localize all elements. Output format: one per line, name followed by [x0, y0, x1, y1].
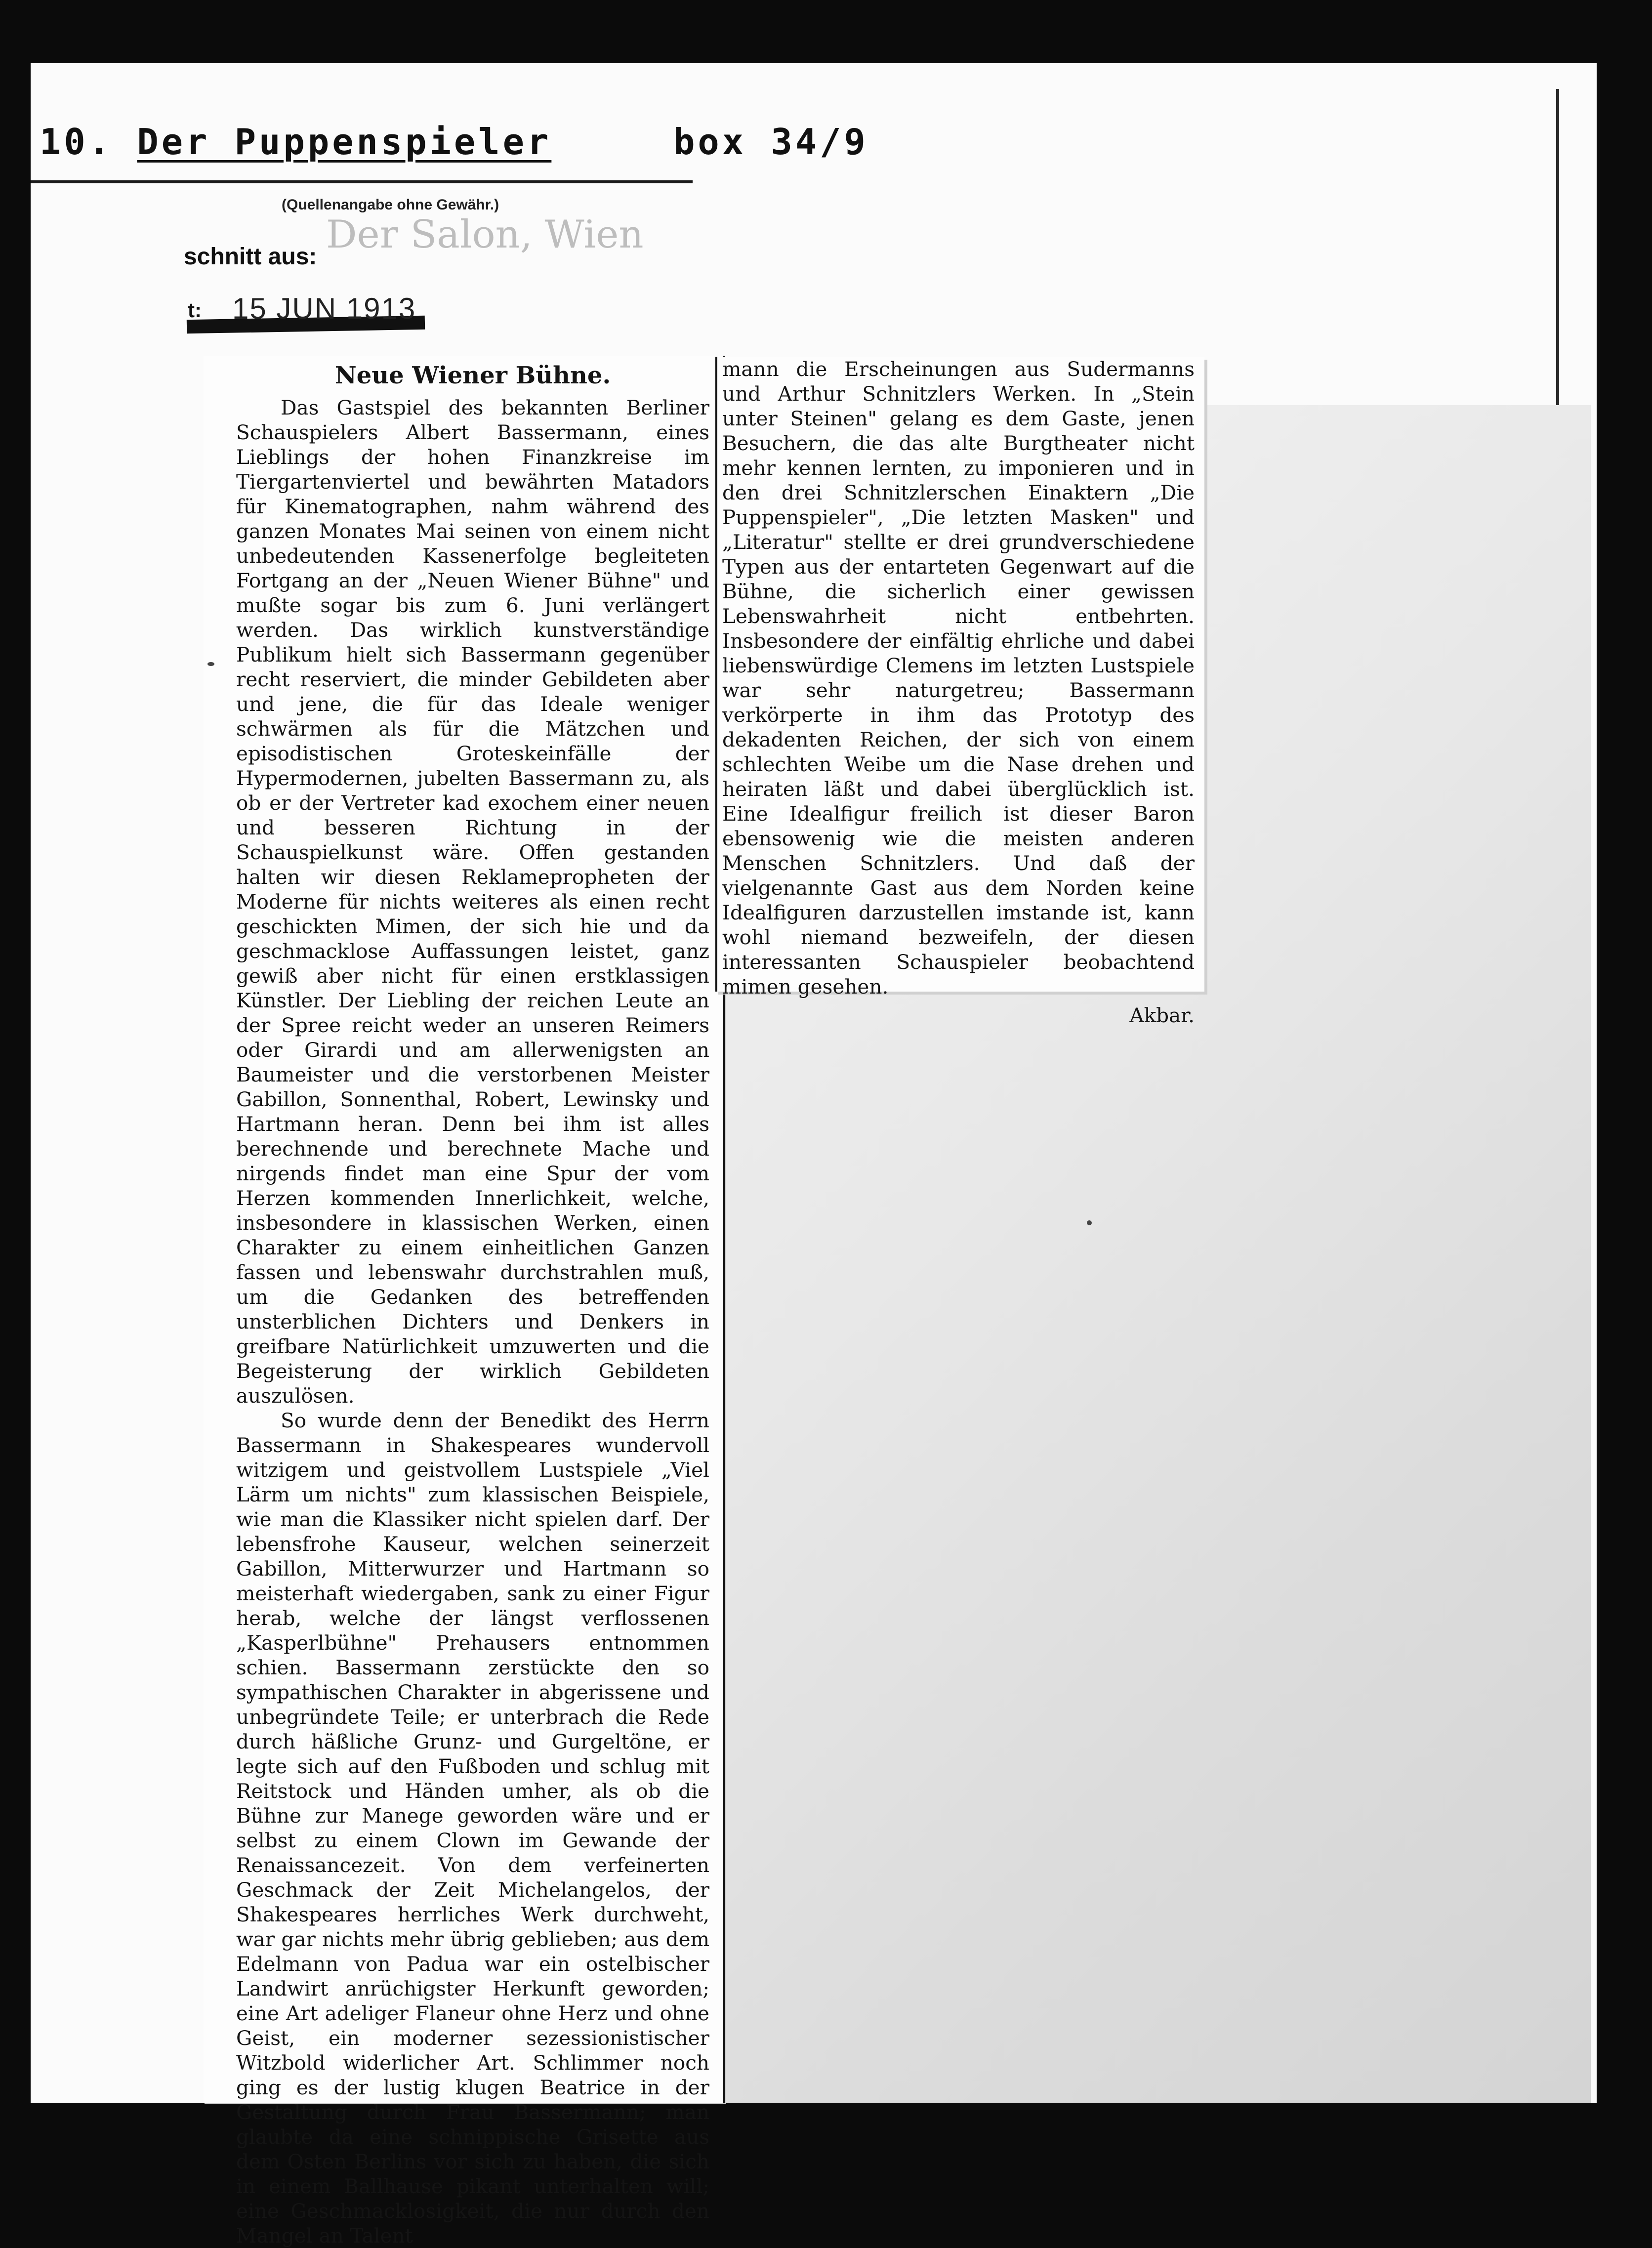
header-title: Der Puppenspieler — [137, 121, 552, 163]
article-right-text — [722, 357, 1195, 1028]
source-stamp: Der Salon, Wien — [326, 212, 644, 257]
article-paragraph: So wurde denn der Benedikt des Herrn Bassermann in Shakespeares wundervoll witzigem und geistvollem Lustspiele „Viel Lärm um nichts" zum klassischen Beispiele, wie man die Klassiker nicht spielen darf. Der lebensfrohe Kauseur, welchen seinerzeit Gabillon, Mitterwurzer und Hartmann so meisterhaft wiedergaben, sank zu einer Figur herab, welche der längst verflossenen „Kasperlbühne" Prehausers entnommen schien. Bassermann zerstückte den so sympathischen Charakter in abgerissene und unbegründete Teile; er unterbrach die Rede durch häßliche Grunz- und Gurgeltöne, er legte sich auf den Fußboden und schlug mit Reitstock und Händen umher, als ob die Bühne zur Manege geworden wäre und er selbst zu einem Clown im Gewande der Renaissancezeit. Von dem verfeinerten Geschmack der Zeit Michelangelos, der Shakespeares herrliches Werk durchweht, war gar nichts mehr übrig geblieben; aus dem Edelmann von Padua war ein ostelbischer Landwirt anrüchigster Herkunft geworden; eine Art adeliger Flaneur ohne Herz und ohne Geist, ein moderner sezessionistischer Witzbold widerlicher Art. Schlimmer noch ging es der lustig klugen Beatrice in der Gestaltung durch Frau Bassermann; man glaubte da eine schnippische Grisette aus dem Osten Berlins vor sich zu haben, die sich in einem Ballhause pikant unterhalten will; eine Geschmacklosigkeit, die nur durch den Mangel an Talent — [236, 1409, 709, 2248]
archive-header — [40, 121, 868, 163]
date-stamp: 15 JUN 1913 — [232, 292, 416, 325]
header-box: box 34/9 — [673, 121, 868, 163]
clipping-label: schnitt aus: — [184, 244, 317, 270]
article-paragraph: Das Gastspiel des bekannten Berliner Schauspielers Albert Bassermann, eines Lieblings der hohen Finanzkreise im Tiergartenviertel und bewährten Matadors für Kinematographen, nahm während des ganzen Monates Mai seinen von einem nicht unbedeutenden Kassenerfolge begleiteten Fortgang an der „Neuen Wiener Bühne" und mußte sogar bis zum 6. Juni verlängert werden. Das wirklich kunstverständige Publikum hielt sich Bassermann gegenüber recht reserviert, die minder Gebildeten aber und jene, die für das Ideale weniger schwärmen als für die Mätzchen und episodistischen Groteskeinfälle der Hypermodernen, jubelten Bassermann zu, als ob er der Vertreter kad exochem einer neuen und besseren Richtung in der Schauspielkunst wäre. Offen gestanden halten wir diesen Reklamepropheten der Moderne für nichts weiteres als einen recht geschickten Mimen, der sich hie und da geschmacklose Auffassungen leistet, ganz gewiß aber nicht für einen erstklassigen Künstler. Der Liebling der reichen Leute an der Spree reicht weder an unseren Reimers oder Girardi und am allerwenigsten an Baumeister und die verstorbenen Meister Gabillon, Sonnenthal, Robert, Lewinsky und Hartmann heran. Denn bei ihm ist alles berechnende und berechnete Mache und nirgends findet man eine Spur der vom Herzen kommenden Innerlichkeit, welche, insbesondere in klassischen Werken, einen Charakter zu einem einheitlichen Ganzen fassen und lebenswahr durchstrahlen muß, um die Gedanken des betreffenden unsterblichen Dichters und Denkers in greifbare Natürlichkeit umzuwerten und die Begeisterung der wirklich Gebildeten auszulösen. — [236, 396, 709, 1408]
article-paragraph: mann die Erscheinungen aus Sudermanns und Arthur Schnitzlers Werken. In „Stein unter Steinen" gelang es dem Gaste, jenen Besuchern, die das alte Burgtheater nicht mehr kennen lernten, zu imponieren und in den drei Schnitzlerschen Einaktern „Die Puppenspieler", „Die letzten Masken" und „Literatur" stellte er drei grundverschiedene Typen aus der entarteten Gegenwart auf die Bühne, die sicherlich einer gewissen Lebenswahrheit nicht entbehrten. Insbesondere der einfältig ehrliche und dabei liebenswürdige Clemens im letzten Lustspiele war sehr naturgetreu; Bassermann verkörperte in ihm das Prototyp des dekadenten Reichen, der sich von einem schlechten Weibe um die Nase drehen und heiraten läßt und dabei überglücklich ist. Eine Idealfigur freilich ist dieser Baron ebensowenig wie die meisten anderen Menschen Schnitzlers. Und daß der vielgenannte Gast aus dem Norden keine Idealfiguren darzustellen imstande ist, kann wohl niemand bezweifeln, der diesen interessanten Schauspieler beobachtend mimen gesehen. — [722, 357, 1195, 999]
article-left-text — [236, 361, 709, 2248]
source-note: (Quellenangabe ohne Gewähr.) — [282, 197, 499, 213]
header-rule — [31, 180, 693, 183]
date-label: t: — [188, 298, 202, 322]
header-number: 10. — [40, 121, 113, 163]
article-title: Neue Wiener Bühne. — [334, 362, 611, 389]
scan-speck — [1087, 1220, 1092, 1225]
article-signature: Akbar. — [1129, 1003, 1195, 1027]
scan-speck — [207, 662, 214, 666]
